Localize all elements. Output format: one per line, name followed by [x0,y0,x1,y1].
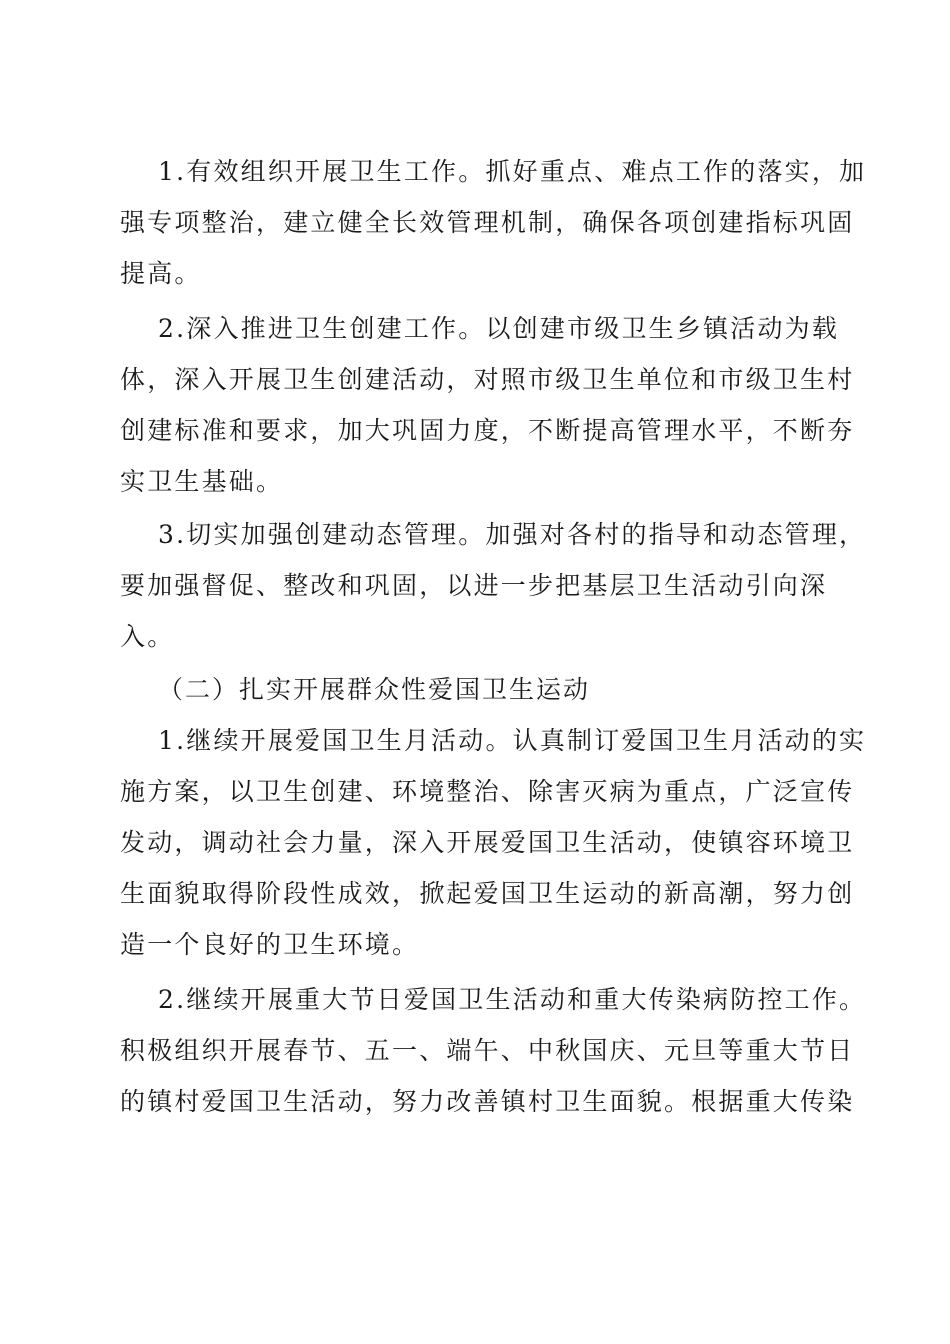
paragraph-1-line-1: 1.有效组织开展卫生工作。抓好重点、难点工作的落实，加 [158,157,867,186]
paragraph-5-line-2: 积极组织开展春节、五一、端午、中秋国庆、元旦等重大节日 [120,1036,855,1065]
paragraph-3-line-1: 3.切实加强创建动态管理。加强对各村的指导和动态管理， [158,520,867,549]
paragraph-4-line-1: 1.继续开展爱国卫生月活动。认真制订爱国卫生月活动的实 [158,726,867,755]
paragraph-3-line-2: 要加强督促、整改和巩固，以进一步把基层卫生活动引向深 [120,571,828,600]
paragraph-2-line-2: 体，深入开展卫生创建活动，对照市级卫生单位和市级卫生村 [120,365,855,394]
paragraph-1-line-3: 提高。 [120,259,202,288]
paragraph-3-line-3: 入。 [120,622,175,651]
paragraph-1-line-2: 强专项整治，建立健全长效管理机制，确保各项创建指标巩固 [120,208,855,237]
paragraph-5-line-3: 的镇村爱国卫生活动，努力改善镇村卫生面貌。根据重大传染 [120,1087,855,1116]
paragraph-4-line-2: 施方案，以卫生创建、环境整治、除害灭病为重点，广泛宣传 [120,777,855,806]
paragraph-2-line-4: 实卫生基础。 [120,467,284,496]
section-heading: （二）扎实开展群众性爱国卫生运动 [158,675,591,704]
paragraph-2-line-1: 2.深入推进卫生创建工作。以创建市级卫生乡镇活动为载 [158,314,840,343]
paragraph-4-line-3: 发动，调动社会力量，深入开展爱国卫生活动，使镇容环境卫 [120,828,855,857]
paragraph-4-line-5: 造一个良好的卫生环境。 [120,930,420,959]
paragraph-5-line-1: 2.继续开展重大节日爱国卫生活动和重大传染病防控工作。 [158,985,867,1014]
paragraph-4-line-4: 生面貌取得阶段性成效，掀起爱国卫生运动的新高潮，努力创 [120,879,855,908]
paragraph-2-line-3: 创建标准和要求，加大巩固力度，不断提高管理水平，不断夯 [120,416,855,445]
